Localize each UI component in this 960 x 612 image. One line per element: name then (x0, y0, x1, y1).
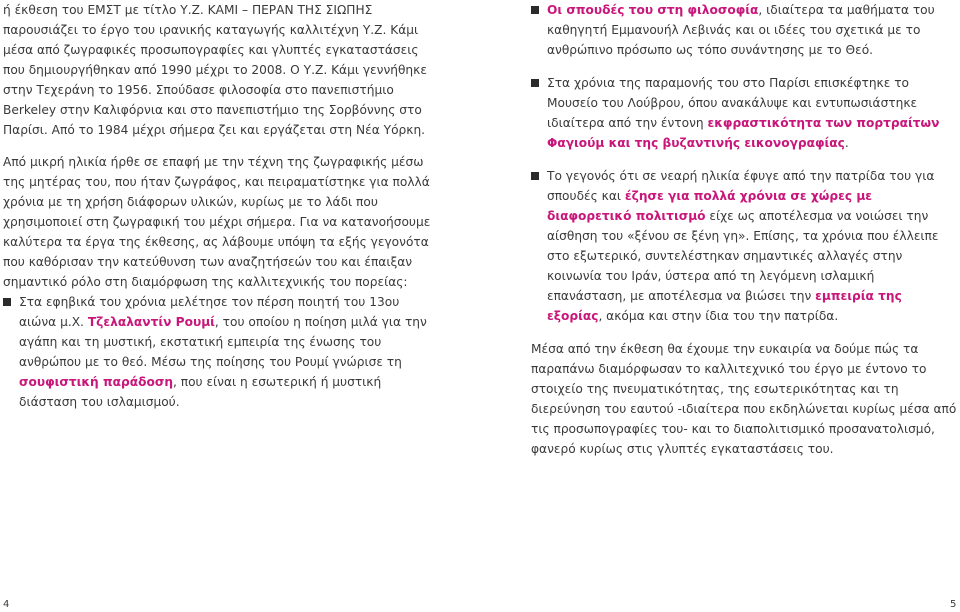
bullet-rumi (3, 292, 431, 412)
bullet-exile-text-3: , ακόμα και στην ίδια του την πατρίδα. (598, 309, 839, 323)
bullet-exile-text-1: Το γεγονός ότι σε νεαρή ηλικία έφυγε από την πατρίδα του για σπουδές και (547, 169, 935, 203)
bullet-exile-text-2: είχε ως αποτέλεσμα να νοιώσει την αίσθηση του «ξένου σε ξένη γη». Επίσης, τα χρόνια που έλλειπε στο εξωτερικό, συντελέστηκαν σημαντικές αλλαγές στην κοινωνία του Ιράν, ύστερα από τη λεγόμενη ισλαμική επανάσταση, με αποτέλεσμα να βιώσει την (547, 209, 939, 303)
background-paragraph: Από μικρή ηλικία ήρθε σε επαφή με την τέχνη της ζωγραφικής μέσω της μητέρας του, που ήταν ζωγράφος, και πειραματίστηκε για πολλά χρόνια με τη χρήση διάφορων υλικών, κυρίως με το λάδι που χρησιμοποιεί στη ζωγραφική του μέχρι σήμερα. Για να κατανοήσουμε καλύτερα τα έργα της έκθεσης, ας λάβουμε υπόψη τα εξής γεγονότα που καθόρισαν την κατεύθυνση των αναζητήσεών του και έπαιξαν σημαντικό ρόλο στη διαμόρφωση της καλλιτεχνικής του πορείας: (3, 155, 431, 289)
right-column (531, 0, 957, 459)
bullet-philosophy-text: , ιδιαίτερα τα μαθήματα του καθηγητή Εμμανουήλ Λεβινάς και οι ιδέες του σχετικά με το ανθρώπινο πρόσωπο ως τόπο συνάντησης με το Θεό. (547, 3, 935, 57)
bullet-louvre-text-1: Στα χρόνια της παραμονής του στο Παρίσι επισκέφτηκε το Μουσείο του Λούβρου, όπου ανακάλυψε και εντυπωσιάστηκε ιδιαίτερα από την έντονη (547, 76, 918, 130)
bullet-rumi-text-2: , του οποίου η ποίηση μιλά για την αγάπη και τη μυστική, εκστατική εμπειρία της ένωσης του ανθρώπου με το θεό. Μέσω της ποίησης του Ρουμί γνώρισε τη (19, 315, 427, 369)
page-number-right: 5 (950, 599, 957, 610)
left-column (3, 0, 431, 412)
bullet-rumi-text-3: , που είναι η εσωτερική ή μυστική διάσταση του ισλαμισμού. (19, 375, 382, 409)
highlight-fayum: εκφραστικότητα των πορτραίτων Φαγιούμ και της βυζαντινής εικονογραφίας (547, 116, 940, 150)
highlight-cultures: έζησε για πολλά χρόνια σε χώρες με διαφορετικό πολιτισμό (547, 189, 873, 223)
bullet-exile (531, 166, 957, 326)
intro-paragraph: ή έκθεση του ΕΜΣΤ με τίτλο Υ.Ζ. ΚΑΜΙ – ΠΕΡΑΝ ΤΗΣ ΣΙΩΠΗΣ παρουσιάζει το έργο του ιρανικής καταγωγής καλλιτέχνη Υ.Ζ. Κάμι μέσα από ζωγραφικές προσωπογραφίες και γλυπτές εγκαταστάσεις που δημιουργήθηκαν από 1990 μέχρι το 2008. Ο Υ.Ζ. Κάμι γεννήθηκε στην Τεχεράνη το 1956. Σπούδασε φιλοσοφία στο πανεπιστήμιο Berkeley στην Καλιφόρνια και στο πανεπιστήμιο της Σορβόννης στο Παρίσι. Από το 1984 μέχρι σήμερα ζει και εργάζεται στη Νέα Υόρκη. (3, 3, 427, 137)
highlight-exile: εμπειρία της εξορίας (547, 289, 902, 323)
bullet-louvre (531, 73, 957, 153)
highlight-sufi-tradition: σουφιστική παράδοση (19, 375, 173, 389)
conclusion-paragraph: Μέσα από την έκθεση θα έχουμε την ευκαιρία να δούμε πώς τα παραπάνω διαμόρφωσαν το καλλιτεχνικό του έργο με έντονο το στοιχείο της πνευματικότητας, της εσωτερικότητας και τη διερεύνηση του εαυτού -ιδιαίτερα που εκδηλώνεται κυρίως μέσα από τις προσωπογραφίες του- και το διαπολιτισμικό προσανατολισμό, φανερό κυρίως στις γλυπτές εγκαταστάσεις του. (531, 342, 957, 456)
highlight-rumi: Τζελαλαντίν Ρουμί (87, 315, 215, 329)
bullet-rumi-text-1: Στα εφηβικά του χρόνια μελέτησε τον πέρση ποιητή του 13ου αιώνα μ.Χ. (19, 295, 400, 329)
page-number-left: 4 (3, 599, 10, 610)
bullet-louvre-text-2: . (844, 136, 849, 150)
bullet-philosophy (531, 0, 957, 60)
highlight-philosophy: Οι σπουδές του στη φιλοσοφία (547, 3, 759, 17)
